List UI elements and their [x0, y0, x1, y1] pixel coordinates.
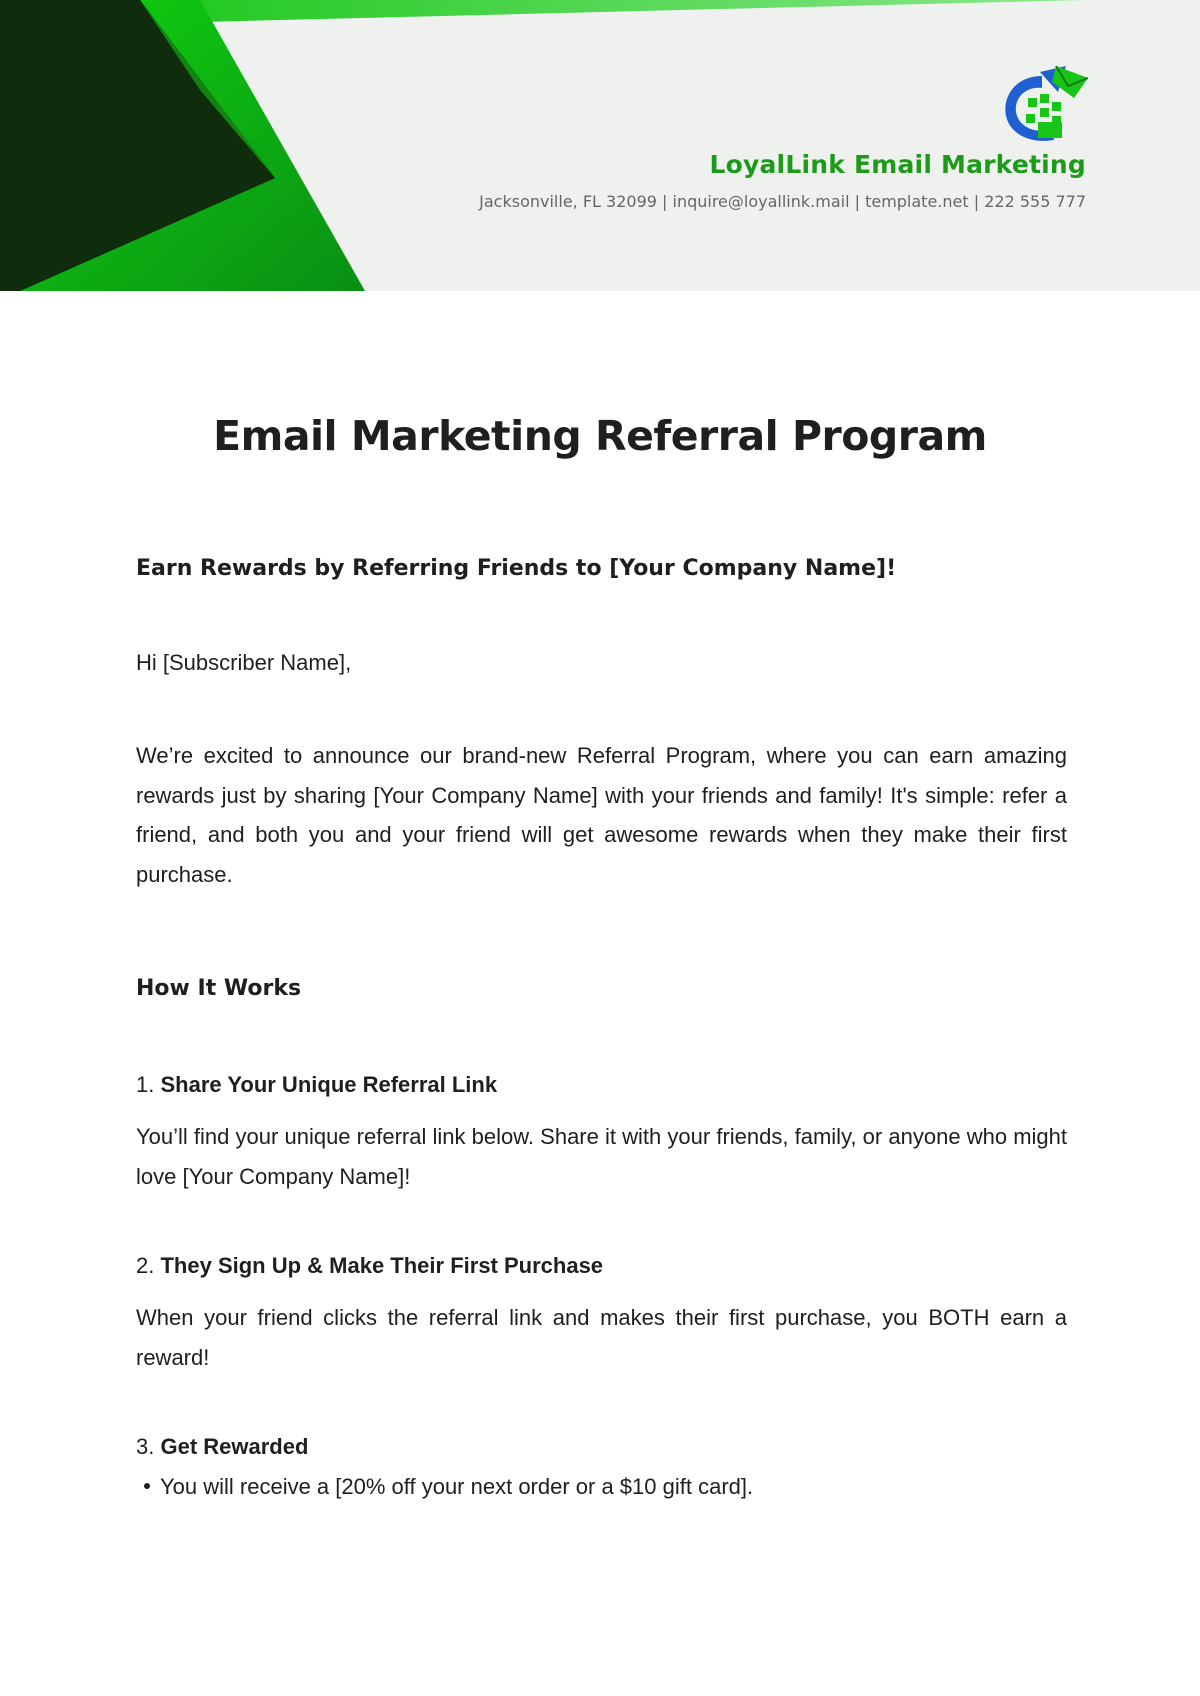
- bullet-text: You will receive a [20% off your next order or a $10 gift card].: [160, 1474, 754, 1499]
- step-2-heading: [136, 1253, 1067, 1279]
- subtitle: Earn Rewards by Referring Friends to [Your Company Name]!: [136, 556, 897, 581]
- step-title: They Sign Up & Make Their First Purchase: [160, 1253, 604, 1278]
- step-1-text: You’ll find your unique referral link below. Share it with your friends, family, or anyone who might love [Your Company Name]!: [136, 1124, 1067, 1189]
- contact-line: Jacksonville, FL 32099 | inquire@loyallink.mail | template.net | 222 555 777: [479, 192, 1086, 211]
- step-3-heading: [136, 1434, 1067, 1460]
- envelope-arrow-logo-icon: [996, 58, 1092, 146]
- step-2-text: When your friend clicks the referral link and makes their first purchase, you BOTH earn a reward!: [136, 1305, 1067, 1370]
- step-title: Get Rewarded: [160, 1434, 309, 1459]
- list-item: [144, 1474, 753, 1500]
- step-number: 3.: [136, 1434, 155, 1459]
- bullet-dot-icon: [144, 1483, 150, 1489]
- letterhead: [0, 0, 1200, 291]
- intro-paragraph: We’re excited to announce our brand-new Referral Program, where you can earn amazing rewards just by sharing [Your Company Name] with your friends and family! It's simple: refer a friend, and both you and your friend will get awesome rewards when they make their first purchase.: [136, 743, 1067, 887]
- section-heading-how-it-works: How It Works: [136, 976, 302, 1001]
- step-1-heading: [136, 1072, 1067, 1098]
- step-number: 1.: [136, 1072, 155, 1097]
- step-number: 2.: [136, 1253, 155, 1278]
- document-title: Email Marketing Referral Program: [213, 412, 987, 460]
- company-name: LoyalLink Email Marketing: [709, 150, 1086, 179]
- greeting: Hi [Subscriber Name],: [136, 650, 352, 675]
- step-title: Share Your Unique Referral Link: [160, 1072, 498, 1097]
